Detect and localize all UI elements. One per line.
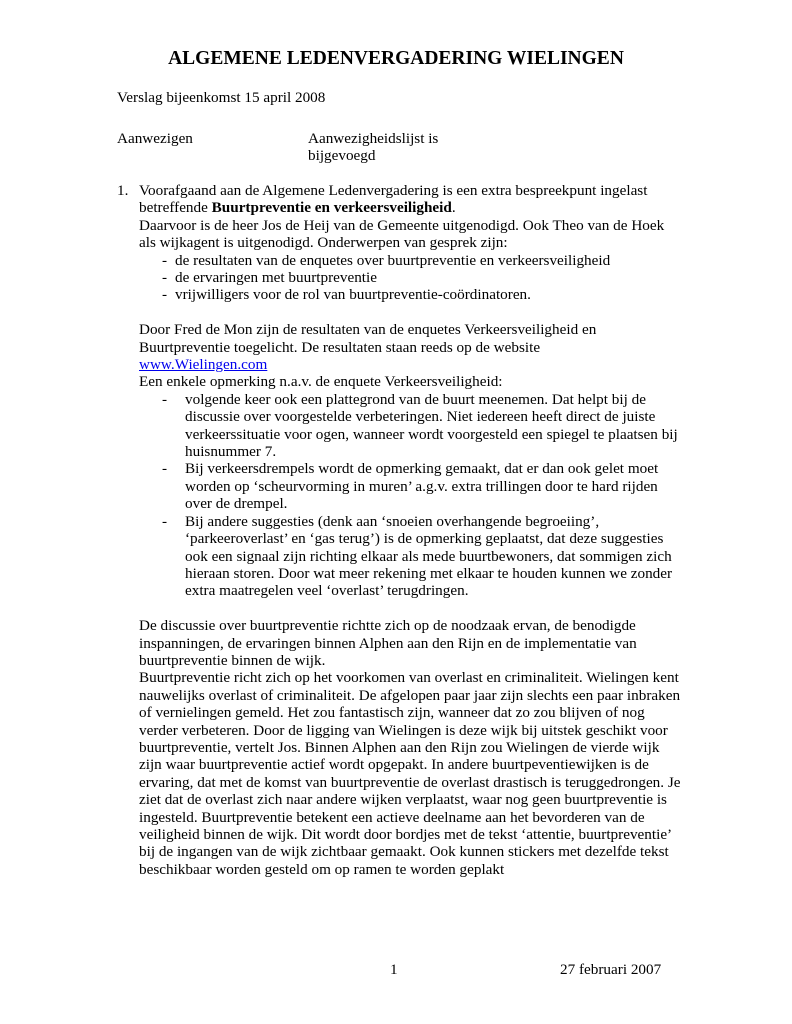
page-number: 1	[390, 961, 398, 978]
list-item: - vrijwilligers voor de rol van buurtpreventie-coördinatoren.	[162, 286, 531, 304]
item-body	[139, 182, 684, 878]
remark-text: volgende keer ook een plattegrond van de buurt meenemen. Dat helpt bij de discussie over voorgestelde verbeteringen. Niet iedereen heeft direct de juiste verkeerssituatie voor ogen, wanneer wordt voorgesteld een spiegel te plaatsen bij huisnummer 7.	[185, 390, 678, 461]
topic-text: de resultaten van de enquetes over buurtpreventie en verkeersveiligheid	[175, 251, 611, 269]
list-item: - de ervaringen met buurtpreventie	[162, 269, 377, 287]
topics-list	[139, 252, 684, 304]
meeting-subtitle: Verslag bijeenkomst 15 april 2008	[117, 89, 326, 106]
attendance-value: Aanwezigheidslijst is bijgevoegd	[308, 130, 439, 165]
item-intro	[139, 182, 684, 217]
discussion-paragraph: De discussie over buurtpreventie richtte zich op de noodzaak ervan, de benodigde inspanningen, de ervaringen binnen Alphen aan den Rijn en de implementatie van buurtpreventie binnen de wijk.	[139, 617, 637, 669]
topic-text: vrijwilligers voor de rol van buurtpreventie-coördinatoren.	[175, 286, 531, 304]
remark-intro: Een enkele opmerking n.a.v. de enquete Verkeersveiligheid:	[139, 373, 503, 391]
website-link[interactable]: www.Wielingen.com	[139, 356, 268, 374]
remark-text: Bij andere suggesties (denk aan ‘snoeien overhangende begroeiing’, ‘parkeeroverlast’ en ‘gas terug’) is de opmerking geplaatst, dat deze suggesties ook een signaal zijn richting elkaar als mede buurtbewoners, dat sommigen zich hieraan storen. Door wat meer rekening met elkaar te houden kunnen we zonder extra maatregelen veel ‘overlast’ terugdringen.	[185, 512, 673, 600]
intro-end: .	[451, 199, 456, 217]
document-title: ALGEMENE LEDENVERGADERING WIELINGEN	[168, 48, 624, 69]
remark-text: Bij verkeersdrempels wordt de opmerking gemaakt, dat er dan ook gelet moet worden op ‘scheurvorming in muren’ a.g.v. extra trillingen door te hard rijden over de drempel.	[185, 460, 659, 513]
remarks-list	[139, 391, 684, 600]
list-item: - de resultaten van de enquetes over buurtpreventie en verkeersveiligheid	[162, 251, 611, 269]
invite-paragraph: Daarvoor is de heer Jos de Heij van de Gemeente uitgenodigd. Ook Theo van de Hoek als wijkagent is uitgenodigd. Onderwerpen van gesprek zijn:	[139, 216, 665, 252]
list-item: - Bij andere suggesties (denk aan ‘snoeien overhangende begroeiing’, ‘parkeeroverlast’ en ‘gas terug’) is de opmerking geplaatst, dat deze suggesties ook een signaal zijn richting elkaar als mede buurtbewoners, dat sommigen zich hieraan storen. Door wat meer rekening met elkaar te houden kunnen we zonder extra maatregelen veel ‘overlast’ terugdringen.	[162, 512, 673, 600]
topic-text: de ervaringen met buurtpreventie	[175, 269, 377, 287]
intro-bold-topic: Buurtpreventie en verkeersveiligheid	[211, 199, 452, 217]
results-paragraph: Door Fred de Mon zijn de resultaten van de enquetes Verkeersveiligheid en Buurtpreventie toegelicht. De resultaten staan reeds op de website	[139, 321, 597, 356]
attendance-label: Aanwezigen	[117, 130, 193, 147]
list-item: - Bij verkeersdrempels wordt de opmerking gemaakt, dat er dan ook gelet moet worden op ‘scheurvorming in muren’ a.g.v. extra trillingen door te hard rijden over de drempel.	[162, 460, 659, 513]
footer-date: 27 februari 2007	[560, 961, 662, 978]
prevention-paragraph: Buurtpreventie richt zich op het voorkomen van overlast en criminaliteit. Wielingen kent nauwelijks overlast of criminaliteit. De afgelopen paar jaar zijn slechts een paar inbraken of vernielingen gemeld. Het zou fantastisch zijn, wanneer dat zo zou blijven of nog verder verbeteren. Door de ligging van Wielingen is deze wijk bij uitstek geschikt voor buurtpreventie, vertelt Jos. Binnen Alphen aan den Rijn zou Wielingen de vierde wijk zijn waar buurtpreventie actief wordt opgepakt. In andere buurtpeventiewijken is de ervaring, dat met de komst van buurtpreventie de overlast drastisch is teruggedrongen. Je ziet dat de overlast zich naar andere wijken verplaatst, waar nog geen buurtpreventie is ingesteld. Buurtpreventie betekent een actieve deelname aan het bevorderen van de veiligheid binnen de wijk. Dit wordt door bordjes met de tekst ‘attentie, buurtpreventie’ bij de ingangen van de wijk zichtbaar gemaakt. Ook kunnen stickers met dezelfde tekst beschikbaar worden gesteld om op ramen te worden geplakt	[139, 669, 681, 878]
list-item: - volgende keer ook een plattegrond van de buurt meenemen. Dat helpt bij de discussie over voorgestelde verbeteringen. Niet iedereen heeft direct de juiste verkeerssituatie voor ogen, wanneer wordt voorgesteld een spiegel te plaatsen bij huisnummer 7.	[162, 390, 678, 461]
intro-text: Voorafgaand aan de Algemene Ledenvergadering is een extra bespreekpunt ingelast betreffende	[139, 182, 648, 217]
item-number: 1.	[117, 182, 129, 199]
